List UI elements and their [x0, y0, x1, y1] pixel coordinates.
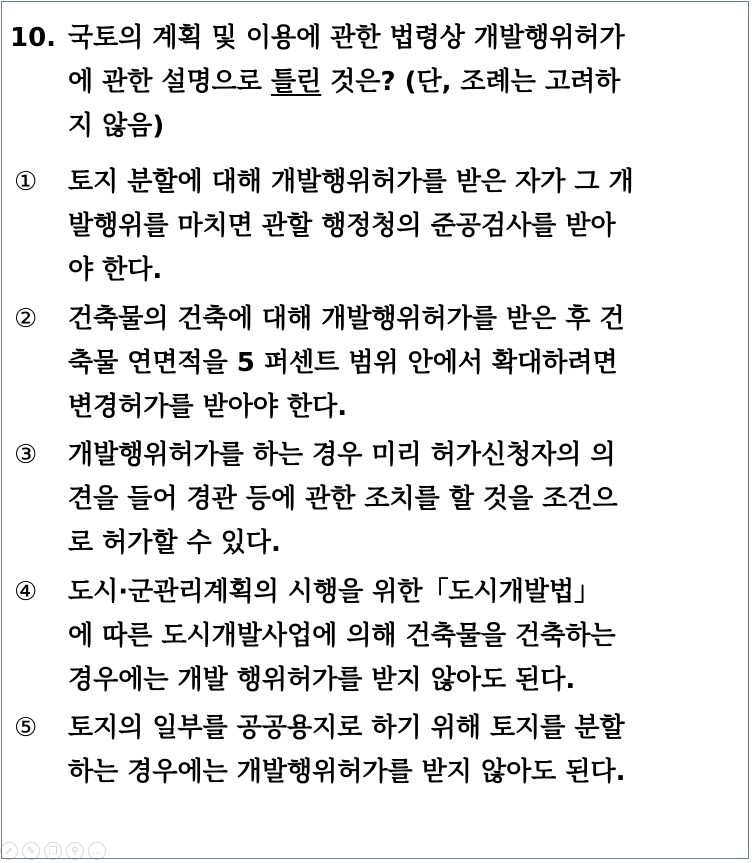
question [10, 16, 740, 148]
pointer-icon[interactable]: ➚ [0, 842, 18, 860]
viewer-toolbar [0, 842, 106, 862]
option-5-mark: ⑤ [14, 713, 38, 743]
zoom-icon[interactable]: ⚲ [66, 842, 84, 860]
option-2[interactable] [14, 297, 742, 429]
option-4-text: 도시·군관리계획의 시행을 위한「도시개발법」 에 따른 도시개발사업에 의해 건축물을 건축하는 경우에는 개발 행위허가를 받지 않아도 된다. [68, 577, 616, 695]
option-2-text: 건축물의 건축에 대해 개발행위허가를 받은 후 건 축물 연면적을 5 퍼센트 범위 안에서 확대하려면 변경허가를 받아야 한다. [68, 304, 625, 422]
option-3-text: 개발행위허가를 하는 경우 미리 허가신청자의 의 견을 들어 경관 등에 관한 조치를 할 것을 조건으 로 허가할 수 있다. [68, 440, 618, 558]
option-5[interactable] [14, 706, 742, 794]
option-3-mark: ③ [14, 440, 38, 470]
question-text [68, 16, 740, 148]
question-text-part1: 국토의 계획 및 이용에 관한 법령상 개발행위허가 에 관한 설명으로 [68, 23, 625, 97]
question-underlined-word: 틀린 [270, 67, 322, 97]
option-4[interactable] [14, 570, 742, 702]
option-2-mark: ② [14, 304, 38, 334]
option-1-mark: ① [14, 167, 38, 197]
option-4-mark: ④ [14, 577, 38, 607]
option-5-text: 토지의 일부를 공공용지로 하기 위해 토지를 분할 하는 경우에는 개발행위허가를 받지 않아도 된다. [68, 713, 626, 787]
option-1-text: 토지 분할에 대해 개발행위허가를 받은 자가 그 개 발행위를 마치면 관할 행정청의 준공검사를 받아 야 한다. [68, 167, 634, 285]
copy-icon[interactable]: ❐ [44, 842, 62, 860]
option-3[interactable] [14, 433, 742, 565]
question-number: 10. [10, 23, 57, 53]
pen-icon[interactable]: ✎ [22, 842, 40, 860]
option-1[interactable] [14, 160, 742, 292]
more-icon[interactable]: ... [88, 842, 106, 860]
question-text-part2: 것은? (단, 조례는 고려하 지 않음) [68, 67, 621, 141]
